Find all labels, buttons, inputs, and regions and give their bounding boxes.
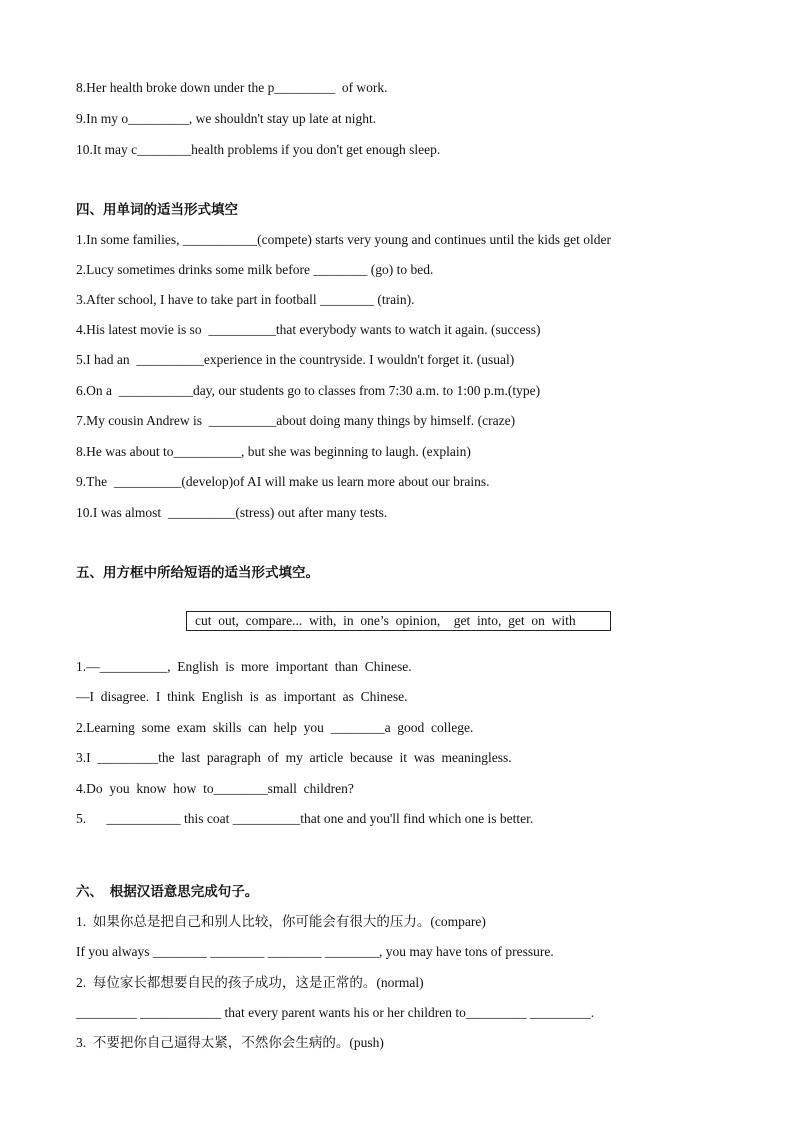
exercise-line: 2.Learning some exam skills can help you ________a good college. [76, 720, 474, 735]
exercise-line: —I disagree. I think English is as important as Chinese. [76, 689, 408, 704]
exercise-line: 10.It may c________health problems if you don't get enough sleep. [76, 142, 441, 157]
section-heading: 六、 根据汉语意思完成句子。 [76, 884, 259, 899]
phrase-box: cut out, compare... with, in one’s opinion, get into, get on with [186, 611, 611, 631]
exercise-line: 8.He was about to__________, but she was beginning to laugh. (explain) [76, 444, 471, 459]
exercise-line: 7.My cousin Andrew is __________about doing many things by himself. (craze) [76, 413, 516, 428]
exercise-line: 1. 如果你总是把自己和别人比较，你可能会有很大的压力。(compare) [76, 914, 486, 929]
exercise-line: 5. ___________ this coat __________that one and you'll find which one is better. [76, 811, 534, 826]
exercise-line: 4.His latest movie is so __________that everybody wants to watch it again. (success) [76, 322, 541, 337]
exercise-line: 3.I _________the last paragraph of my article because it was meaningless. [76, 750, 512, 765]
exercise-line: 2. 每位家长都想要自民的孩子成功，这是正常的。(normal) [76, 975, 424, 990]
exercise-line: If you always ________ ________ ________ ________, you may have tons of pressure. [76, 944, 554, 959]
exercise-line: 1.In some families, ___________(compete) starts very young and continues until the kids get older [76, 232, 612, 247]
exercise-line: 3.After school, I have to take part in football ________ (train). [76, 292, 415, 307]
exercise-line: 8.Her health broke down under the p_________ of work. [76, 80, 388, 95]
exercise-line: 1.—__________, English is more important than Chinese. [76, 659, 412, 674]
section-heading: 五、用方框中所给短语的适当形式填空。 [76, 565, 319, 580]
exercise-line: 3. 不要把你自己逼得太紧，不然你会生病的。(push) [76, 1035, 384, 1050]
exercise-line: 4.Do you know how to________small children? [76, 781, 354, 796]
exercise-line: _________ ____________ that every parent wants his or her children to_________ _________. [76, 1005, 595, 1020]
exercise-line: 5.I had an __________experience in the countryside. I wouldn't forget it. (usual) [76, 352, 515, 367]
exercise-line: 9.The __________(develop)of AI will make us learn more about our brains. [76, 474, 490, 489]
exercise-line: 2.Lucy sometimes drinks some milk before ________ (go) to bed. [76, 262, 434, 277]
exercise-line: 9.In my o_________, we shouldn't stay up late at night. [76, 111, 377, 126]
exercise-line: 6.On a ___________day, our students go to classes from 7:30 a.m. to 1:00 p.m.(type) [76, 383, 541, 398]
section-heading: 四、用单词的适当形式填空 [76, 202, 238, 217]
exercise-line: 10.I was almost __________(stress) out after many tests. [76, 505, 388, 520]
